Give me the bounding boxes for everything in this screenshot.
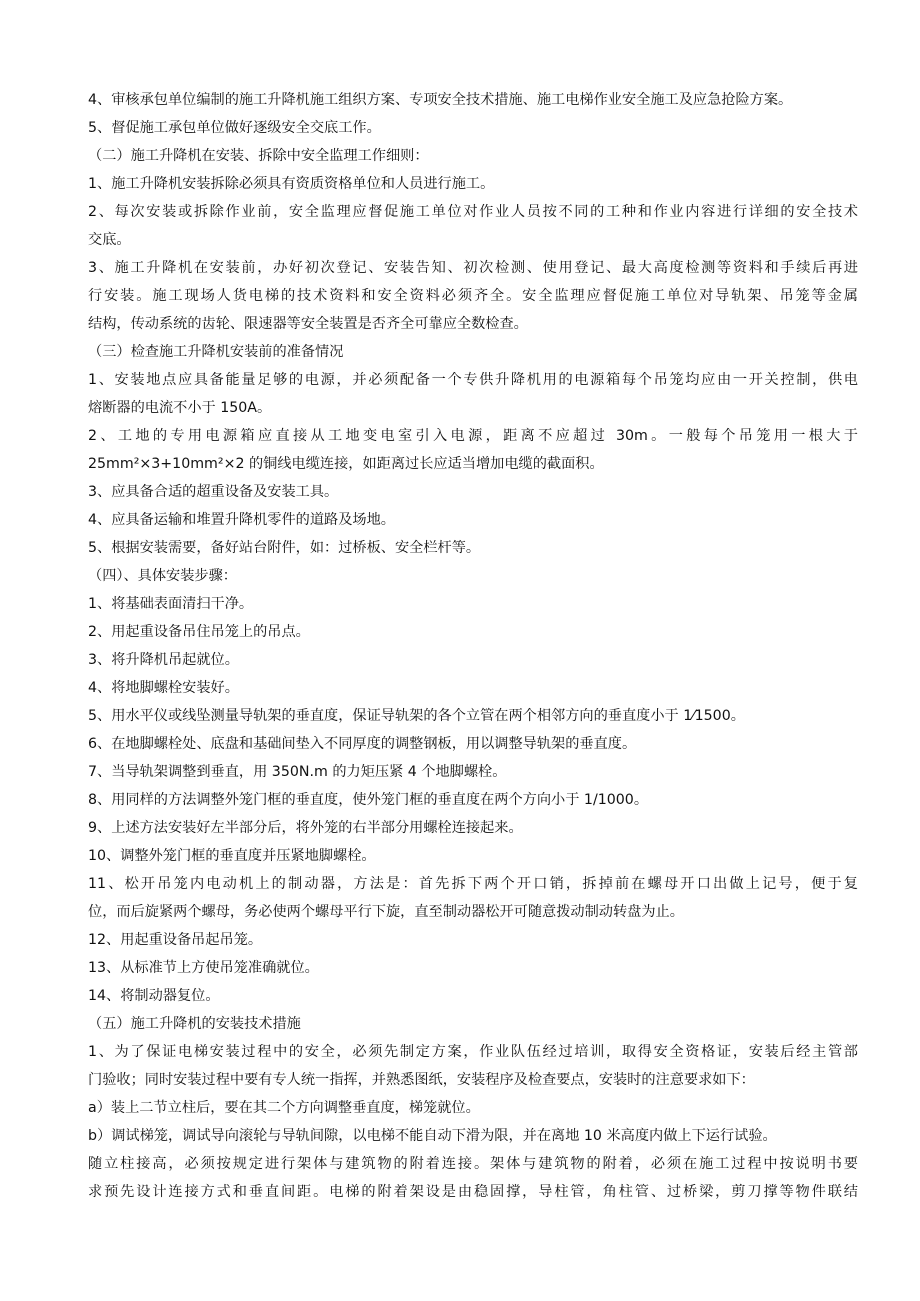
text-line: 1、将基础表面清扫干净。 [88, 596, 254, 612]
text-line: 13、从标准节上方使吊笼准确就位。 [88, 960, 319, 976]
section-heading: （二）施工升降机在安装、拆除中安全监理工作细则： [88, 148, 429, 164]
text-line: 3、将升降机吊起就位。 [88, 652, 239, 668]
text-line: 2、工地的专用电源箱应直接从工地变电室引入电源，距离不应超过 30m。一般每个吊笼用一根大于 [88, 428, 858, 444]
text-line: 行安装。施工现场人货电梯的技术资料和安全资料必须齐全。安全监理应督促施工单位对导轨架、吊笼等金属 [88, 288, 858, 304]
text-line: 2、用起重设备吊住吊笼上的吊点。 [88, 624, 310, 640]
text-line: b）调试梯笼，调试导向滚轮与导轨间隙，以电梯不能自动下滑为限，并在离地 10 米高度内做上下运行试验。 [88, 1128, 777, 1144]
text-line: 1、施工升降机安装拆除必须具有资质资格单位和人员进行施工。 [88, 176, 495, 192]
text-line: 4、应具备运输和堆置升降机零件的道路及场地。 [88, 512, 395, 528]
text-line: 3、施工升降机在安装前，办好初次登记、安装告知、初次检测、使用登记、最大高度检测等资料和手续后再进 [88, 260, 858, 276]
text-line: 5、根据安装需要，备好站台附件，如：过桥板、安全栏杆等。 [88, 540, 481, 556]
section-heading: （五）施工升降机的安装技术措施 [88, 1016, 301, 1032]
section-heading: （四）、具体安装步骤： [88, 568, 237, 584]
text-line: 位，而后旋紧两个螺母，务必使两个螺母平行下旋，直至制动器松开可随意拨动制动转盘为止。 [88, 904, 684, 920]
text-line: 熔断器的电流不小于 150A。 [88, 400, 272, 416]
section-heading: （三）检查施工升降机安装前的准备情况 [88, 344, 344, 360]
text-line: 5、用水平仪或线坠测量导轨架的垂直度，保证导轨架的各个立管在两个相邻方向的垂直度小于 1⁄1500。 [88, 708, 745, 724]
text-line: a）装上二节立柱后，要在其二个方向调整垂直度，梯笼就位。 [88, 1100, 480, 1116]
text-line: 交底。 [88, 232, 131, 248]
text-line: 8、用同样的方法调整外笼门框的垂直度，使外笼门框的垂直度在两个方向小于 1/1000。 [88, 792, 649, 808]
text-line: 9、上述方法安装好左半部分后，将外笼的右半部分用螺栓连接起来。 [88, 820, 523, 836]
text-line: 25mm²×3+10mm²×2 的铜线电缆连接，如距离过长应适当增加电缆的截面积。 [88, 456, 604, 472]
text-line: 求预先设计连接方式和垂直间距。电梯的附着架设是由稳固撑，导柱管，角柱管、过桥梁，剪刀撑等物件联结 [88, 1184, 858, 1200]
text-line: 1、安装地点应具备能量足够的电源，并必须配备一个专供升降机用的电源箱每个吊笼均应由一开关控制，供电 [88, 372, 858, 388]
text-line: 6、在地脚螺栓处、底盘和基础间垫入不同厚度的调整钢板，用以调整导轨架的垂直度。 [88, 736, 637, 752]
text-line: 4、将地脚螺栓安装好。 [88, 680, 239, 696]
text-line: 随立柱接高，必须按规定进行架体与建筑物的附着连接。架体与建筑物的附着，必须在施工过程中按说明书要 [88, 1156, 858, 1172]
text-line: 门验收；同时安装过程中要有专人统一指挥，并熟悉图纸，安装程序及检查要点，安装时的注意要求如下： [88, 1072, 755, 1088]
document-page [88, 86, 858, 1206]
text-line: 7、当导轨架调整到垂直，用 350N.m 的力矩压紧 4 个地脚螺栓。 [88, 764, 507, 780]
text-line: 5、督促施工承包单位做好逐级安全交底工作。 [88, 120, 381, 136]
text-line: 12、用起重设备吊起吊笼。 [88, 932, 263, 948]
text-line: 结构，传动系统的齿轮、限速器等安全装置是否齐全可靠应全数检查。 [88, 316, 528, 332]
text-line: 2、每次安装或拆除作业前，安全监理应督促施工单位对作业人员按不同的工种和作业内容进行详细的安全技术 [88, 204, 858, 220]
text-line: 4、审核承包单位编制的施工升降机施工组织方案、专项安全技术措施、施工电梯作业安全施工及应急抢险方案。 [88, 92, 793, 108]
text-line: 11、松开吊笼内电动机上的制动器，方法是：首先拆下两个开口销，拆掉前在螺母开口出做上记号，便于复 [88, 876, 858, 892]
text-line: 3、应具备合适的超重设备及安装工具。 [88, 484, 339, 500]
text-line: 1、为了保证电梯安装过程中的安全，必须先制定方案，作业队伍经过培训，取得安全资格证，安装后经主管部 [88, 1044, 858, 1060]
text-line: 10、调整外笼门框的垂直度并压紧地脚螺栓。 [88, 848, 376, 864]
text-line: 14、将制动器复位。 [88, 988, 220, 1004]
